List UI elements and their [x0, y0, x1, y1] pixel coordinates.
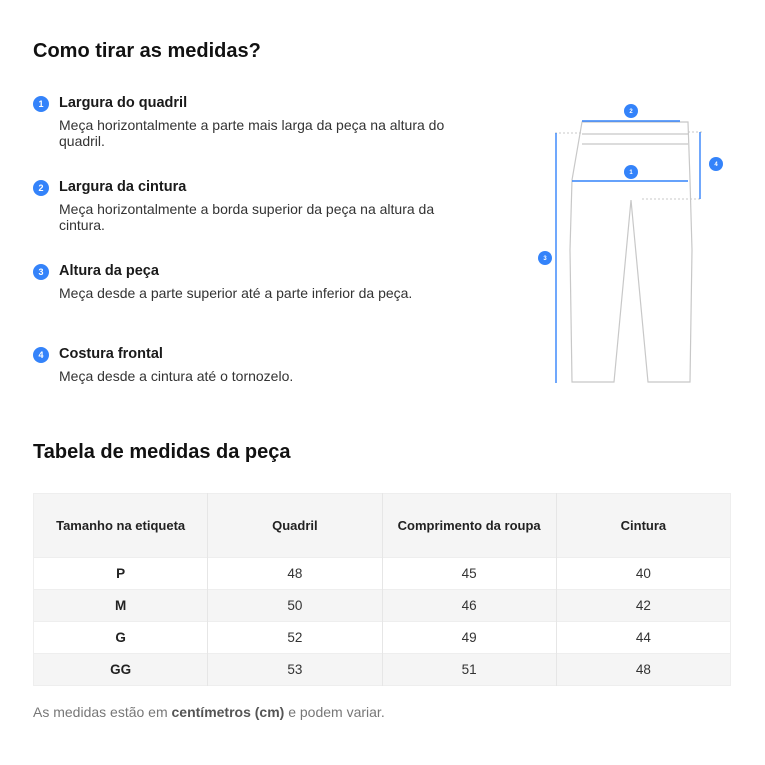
- table-cell: 50: [208, 590, 382, 622]
- table-cell: 52: [208, 622, 382, 654]
- step-number-badge: 4: [33, 347, 49, 363]
- table-row: [34, 654, 731, 686]
- pants-measurement-diagram: [530, 100, 730, 390]
- step-title: Largura do quadril: [59, 95, 188, 111]
- page-title: Como tirar as medidas?: [33, 40, 261, 62]
- table-cell: 48: [208, 558, 382, 590]
- table-header-row: [34, 494, 731, 558]
- marker-label: 3: [543, 256, 547, 262]
- table-row: [34, 590, 731, 622]
- footnote-suffix: e podem variar.: [284, 704, 385, 720]
- table-cell: 44: [556, 622, 730, 654]
- table-cell: 51: [382, 654, 556, 686]
- table-row: [34, 622, 731, 654]
- table-cell: 45: [382, 558, 556, 590]
- table-cell: 40: [556, 558, 730, 590]
- size-table: [33, 493, 731, 686]
- table-cell: 53: [208, 654, 382, 686]
- step-number-badge: 3: [33, 264, 49, 280]
- table-title: Tabela de medidas da peça: [33, 441, 291, 463]
- step-title: Largura da cintura: [59, 179, 187, 195]
- table-cell: 46: [382, 590, 556, 622]
- units-footnote: [33, 704, 385, 720]
- footnote-unit: centímetros (cm): [171, 704, 285, 720]
- table-cell: 48: [556, 654, 730, 686]
- step-title: Costura frontal: [59, 346, 163, 362]
- column-header: Tamanho na etiqueta: [34, 494, 208, 558]
- marker-label: 1: [629, 170, 633, 176]
- step-description: Meça desde a parte superior até a parte inferior da peça.: [59, 285, 413, 301]
- step-number-badge: 2: [33, 180, 49, 196]
- step-title: Altura da peça: [59, 263, 159, 279]
- table-cell: 49: [382, 622, 556, 654]
- column-header: Quadril: [208, 494, 382, 558]
- step-description: Meça horizontalmente a parte mais larga da peça na altura do quadril.: [59, 117, 445, 149]
- table-cell: G: [34, 622, 208, 654]
- step-number-badge: 1: [33, 96, 49, 112]
- step-description: Meça desde a cintura até o tornozelo.: [59, 368, 294, 384]
- table-row: [34, 558, 731, 590]
- column-header: Comprimento da roupa: [382, 494, 556, 558]
- marker-label: 4: [714, 162, 718, 168]
- marker-label: 2: [629, 109, 633, 115]
- step-description: Meça horizontalmente a borda superior da peça na altura da cintura.: [59, 201, 435, 233]
- table-cell: 42: [556, 590, 730, 622]
- table-cell: GG: [34, 654, 208, 686]
- column-header: Cintura: [556, 494, 730, 558]
- table-cell: P: [34, 558, 208, 590]
- footnote-prefix: As medidas estão em: [33, 704, 172, 720]
- pants-outline-icon: [570, 122, 692, 382]
- table-cell: M: [34, 590, 208, 622]
